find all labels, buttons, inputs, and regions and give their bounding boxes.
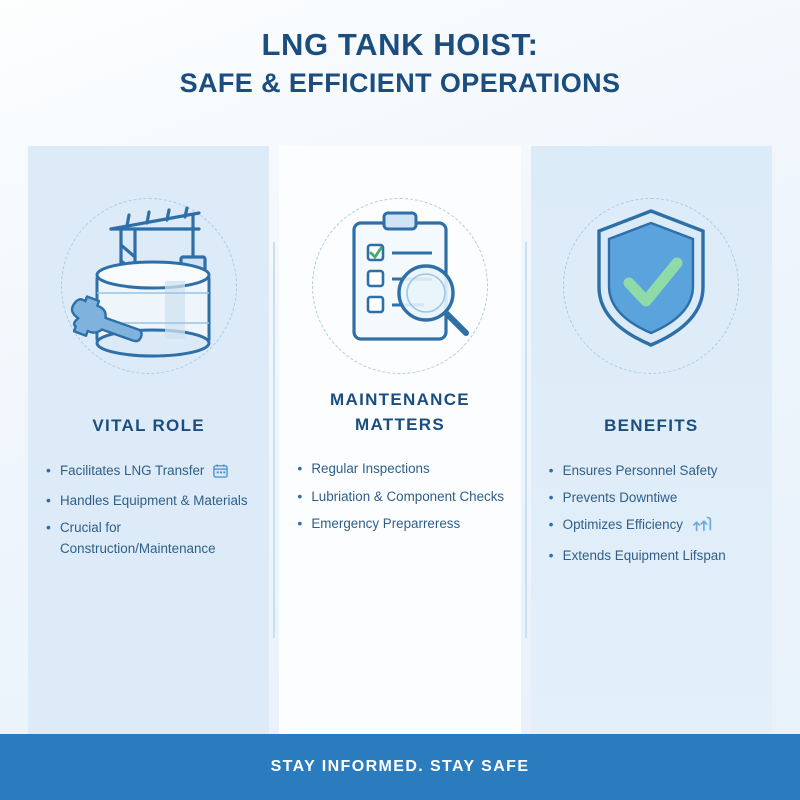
footer-banner: [0, 734, 800, 800]
bullet-text: Facilitates LNG Transfer: [60, 462, 205, 478]
panel-vital-role: [28, 146, 269, 734]
clipboard-checklist-magnifier-icon: [300, 171, 500, 381]
bullet-list-maintenance: [293, 459, 506, 541]
icon-area-vital-role: [42, 146, 255, 406]
heading-benefits: BENEFITS: [604, 416, 699, 435]
heading-maintenance-matters: MAINTENANCE MATTERS: [330, 390, 470, 434]
bullet-text: Extends Equipment Lifspan: [562, 547, 726, 563]
list-item: [46, 518, 255, 559]
icon-area-benefits: [545, 146, 758, 406]
list-item: [549, 515, 758, 538]
list-item: [46, 491, 255, 511]
calendar-icon: [213, 463, 228, 484]
bullet-text: Lubriation & Component Checks: [311, 488, 505, 504]
page-title-line1: LNG TANK HOIST:: [261, 27, 539, 62]
list-item: [46, 461, 255, 484]
icon-area-maintenance: [293, 146, 506, 406]
up-arrows-icon: [692, 516, 714, 538]
panel-maintenance-matters: [279, 146, 520, 734]
list-item: [297, 459, 506, 479]
list-item: [549, 488, 758, 508]
footer-text: STAY INFORMED. STAY SAFE: [270, 758, 530, 775]
panel-benefits: [531, 146, 772, 734]
list-item: [297, 487, 506, 507]
bullet-list-vital-role: [42, 461, 255, 567]
bullet-text: Ensures Personnel Safety: [562, 462, 718, 478]
list-item: [549, 461, 758, 481]
bullet-text: Emergency Preparreress: [311, 516, 461, 532]
bullet-text: Regular Inspections: [311, 461, 430, 477]
list-item: [297, 514, 506, 534]
page-title-line2: SAFE & EFFICIENT OPERATIONS: [179, 67, 621, 98]
bullet-text: Handles Equipment & Materials: [60, 493, 248, 509]
heading-vital-role: VITAL ROLE: [92, 416, 205, 435]
bullet-text: Prevents Downtiwe: [562, 490, 678, 506]
columns-container: [28, 146, 772, 734]
bullet-list-benefits: [545, 461, 758, 574]
bullet-text: Optimizes Efficiency: [562, 517, 683, 533]
shield-checkmark-icon: [551, 171, 751, 381]
title-block: [0, 0, 800, 101]
lng-tank-crane-wrench-icon: [49, 171, 249, 381]
list-item: [549, 546, 758, 566]
bullet-text: Crucial for Construction/Maintenance: [60, 520, 216, 556]
